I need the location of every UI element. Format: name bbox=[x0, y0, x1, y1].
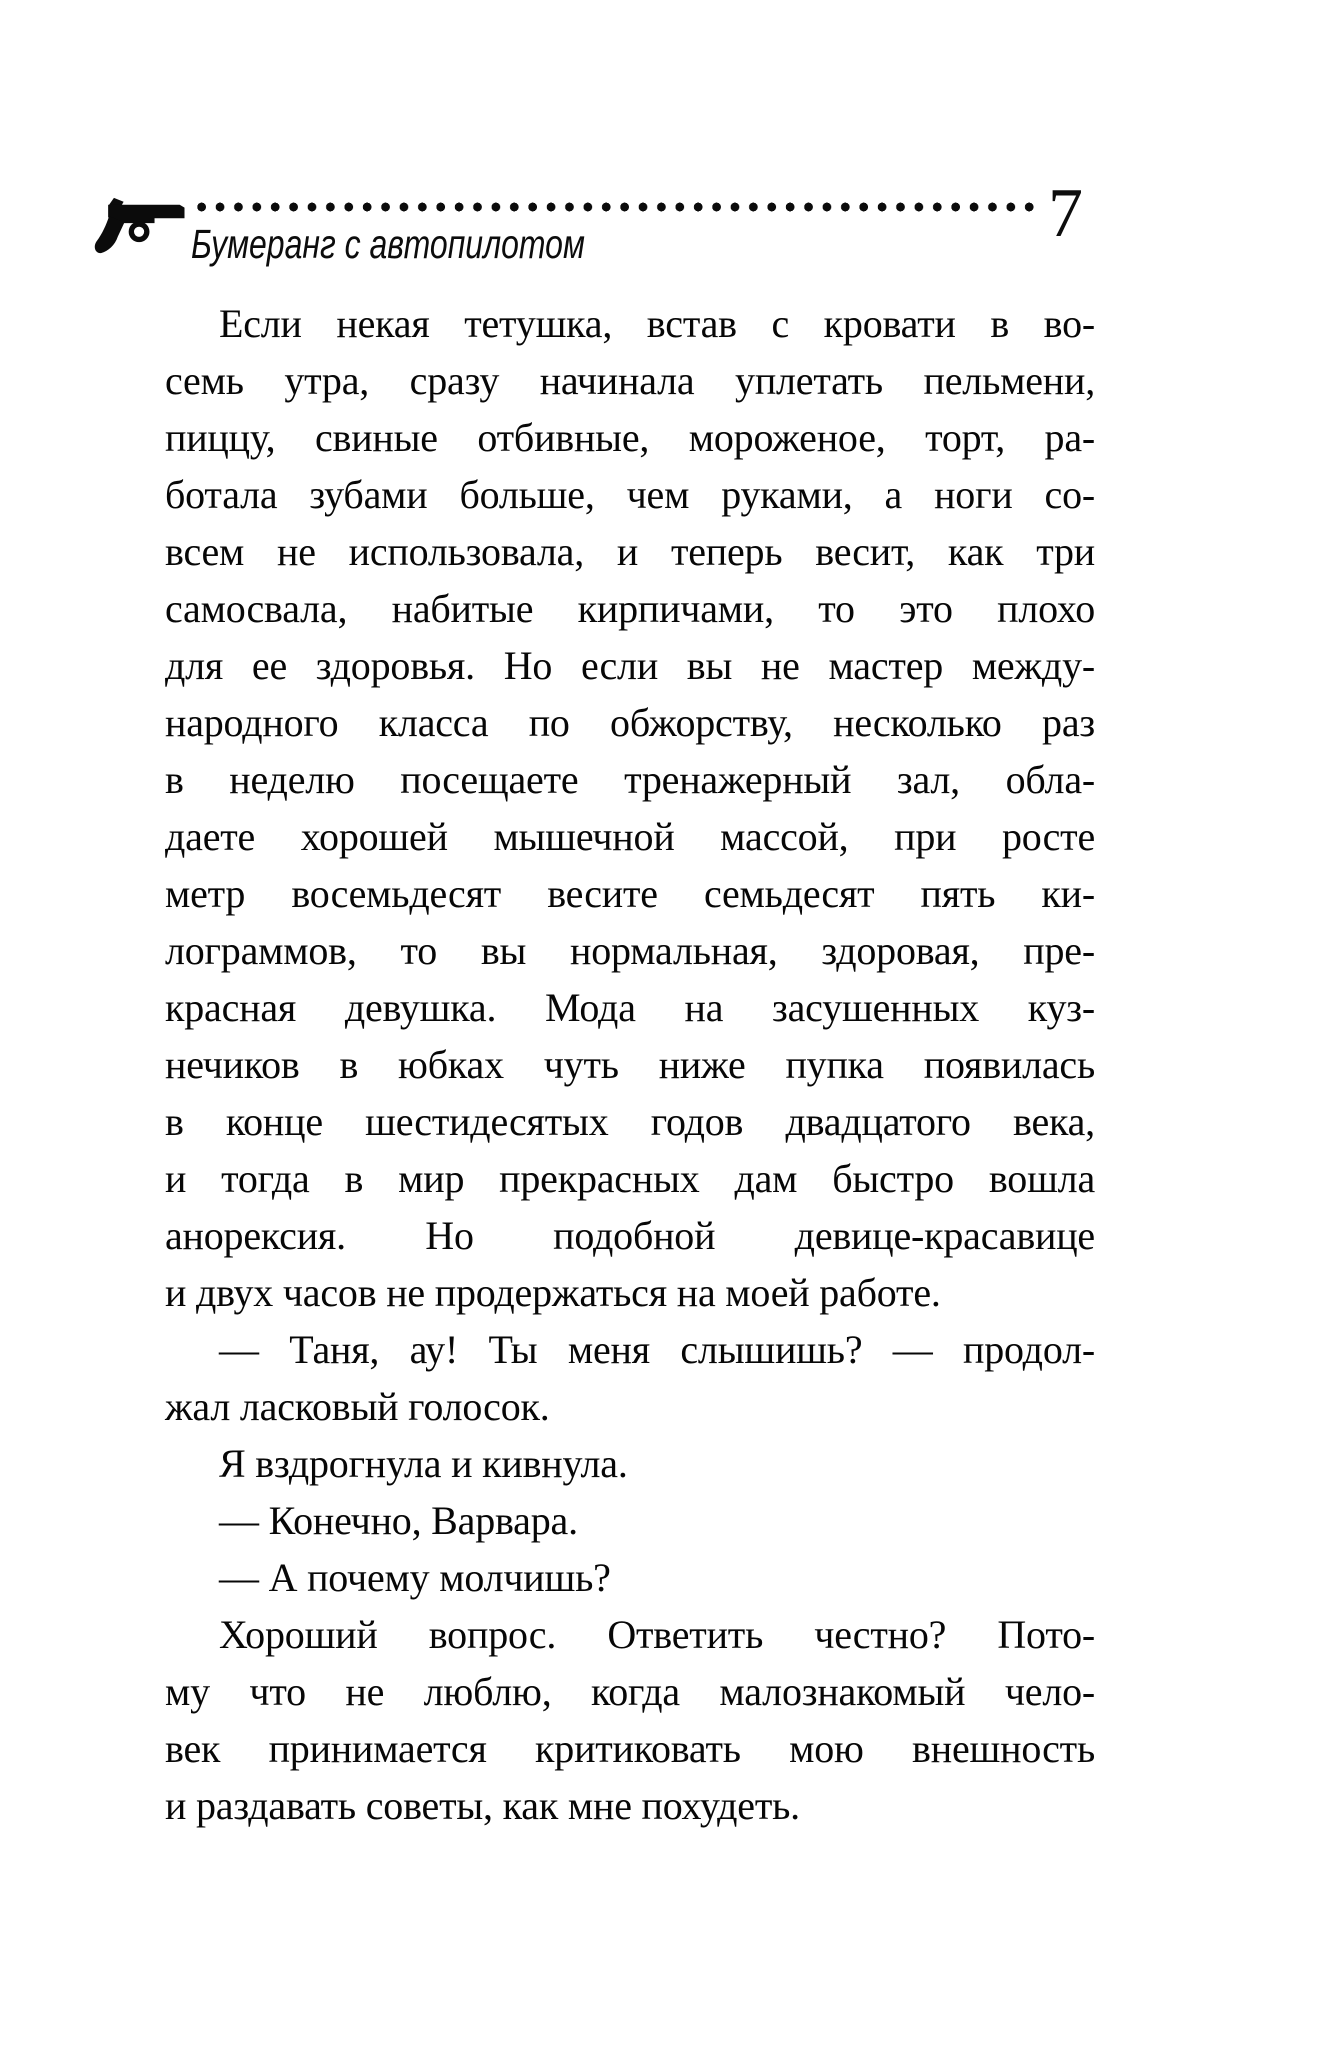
text-line: Если некая тетушка, встав с кровати в во- bbox=[219, 301, 1095, 346]
text-line: Хороший вопрос. Ответить честно? Пото- bbox=[219, 1612, 1095, 1657]
revolver-grip bbox=[95, 216, 125, 253]
text-line: — Конечно, Варвара. bbox=[219, 1498, 578, 1543]
text-line: в конце шестидесятых годов двадцатого века, bbox=[165, 1099, 1095, 1144]
text-line: Я вздрогнула и кивнула. bbox=[219, 1441, 628, 1486]
text-line: семь утра, сразу начинала уплетать пельмени, bbox=[165, 358, 1095, 403]
text-line: нечиков в юбках чуть ниже пупка появилась bbox=[165, 1042, 1095, 1087]
text-line: — Таня, ау! Ты меня слышишь? — продол- bbox=[219, 1327, 1095, 1372]
text-line: лограммов, то вы нормальная, здоровая, пре- bbox=[165, 928, 1095, 973]
text-line: самосвала, набитые кирпичами, то это плохо bbox=[165, 586, 1095, 631]
text-line: анорексия. Но подобной девице-красавице bbox=[165, 1213, 1095, 1258]
text-line: народного класса по обжорству, несколько раз bbox=[165, 700, 1095, 745]
text-line: метр восемьдесят весите семьдесят пять ки- bbox=[165, 871, 1095, 916]
body-text bbox=[165, 295, 1095, 1834]
text-line: и раздавать советы, как мне похудеть. bbox=[165, 1783, 800, 1828]
running-title: Бумеранг с автопилотом bbox=[191, 221, 585, 267]
text-line: ботала зубами больше, чем руками, а ноги со- bbox=[165, 472, 1095, 517]
revolver-trigger-guard bbox=[131, 224, 146, 239]
text-line: для ее здоровья. Но если вы не мастер между- bbox=[165, 643, 1095, 688]
dotted-separator bbox=[197, 201, 1037, 213]
text-line: и двух часов не продержаться на моей работе. bbox=[165, 1270, 941, 1315]
text-line: в неделю посещаете тренажерный зал, обла- bbox=[165, 757, 1095, 802]
text-line: жал ласковый голосок. bbox=[165, 1384, 550, 1429]
revolver-icon bbox=[94, 196, 188, 254]
text-line: красная девушка. Мода на засушенных куз- bbox=[165, 985, 1095, 1030]
text-line: даете хорошей мышечной массой, при росте bbox=[165, 814, 1095, 859]
text-line: пиццу, свиные отбивные, мороженое, торт, ра- bbox=[165, 415, 1095, 460]
text-line: век принимается критиковать мою внешность bbox=[165, 1726, 1095, 1771]
text-line: всем не использовала, и теперь весит, как три bbox=[165, 529, 1095, 574]
text-line: му что не люблю, когда малознакомый чело- bbox=[165, 1669, 1095, 1714]
page-number: 7 bbox=[1048, 175, 1083, 252]
text-line: — А почему молчишь? bbox=[219, 1555, 611, 1600]
text-line: и тогда в мир прекрасных дам быстро вошла bbox=[165, 1156, 1095, 1201]
